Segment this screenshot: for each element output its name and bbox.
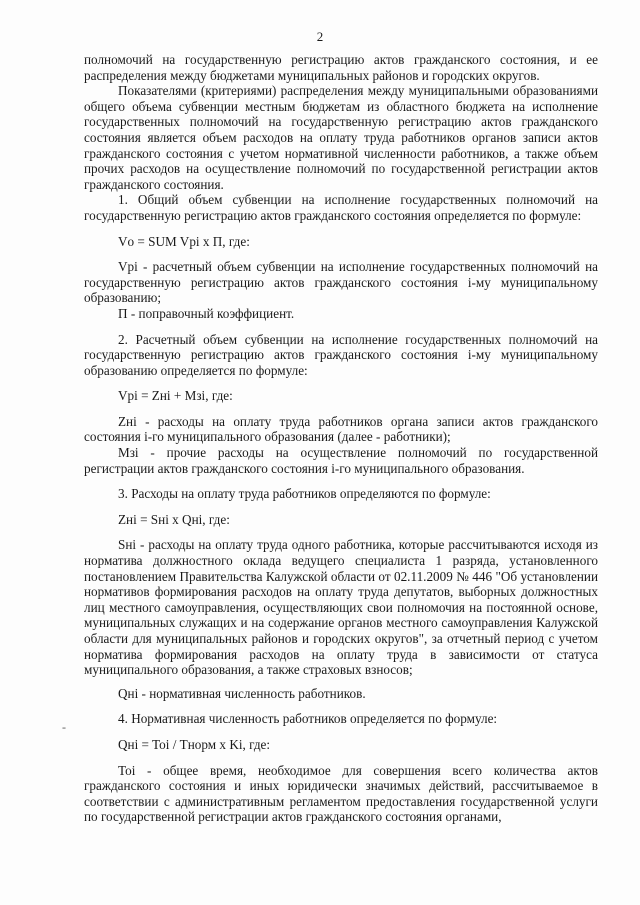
- paragraph-item-4: 4. Нормативная численность работников определяется по формуле:: [118, 711, 498, 727]
- formula-vpi: Vpi = Zнi + Мзi, где:: [118, 388, 233, 404]
- document-body: [84, 52, 598, 825]
- formula-vo: Vо = SUM Vpi x П, где:: [118, 233, 250, 249]
- paragraph-item-1: 1. Общий объем субвенции на исполнение государственных полномочий на государственную регистрацию актов гражданского состояния определяется по формуле:: [84, 192, 598, 223]
- definition-sni: Sнi - расходы на оплату труда одного работника, которые рассчитываются исходя из норматива должностного оклада ведущего специалиста 1 разряда, установленного постановлением Правительства Калужской области от 02.11.2009 № 446 "Об установлении нормативов формирования расходов на оплату труда депутатов, выборных должностных лиц местного самоуправления, осуществляющих свои полномочия на постоянной основе, муниципальных служащих и на содержание органов местного самоуправления Калужской области для муниципальных районов и городских округов", за отчетный период с учетом норматива формирования расходов на оплату труда в зависимости от статуса муниципального образования, а также страховых взносов;: [84, 537, 598, 678]
- definition-vpi: Vpi - расчетный объем субвенции на исполнение государственных полномочий на государственную регистрацию актов гражданского состояния i-му муниципальному образованию;: [84, 259, 598, 306]
- paragraph-item-3: 3. Расходы на оплату труда работников определяются по формуле:: [118, 486, 491, 502]
- formula-zni: Zнi = Sнi x Qнi, где:: [118, 511, 230, 527]
- paragraph-continuation: полномочий на государственную регистрацию актов гражданского состояния, и ее распределения между бюджетами муниципальных районов и городских округов.: [84, 52, 598, 83]
- definition-p: П - поправочный коэффициент.: [118, 305, 295, 321]
- definition-zni: Zнi - расходы на оплату труда работников органа записи актов гражданского состояния i-го муниципального образования (далее - работники);: [84, 413, 598, 445]
- margin-mark: -: [62, 720, 66, 734]
- definition-mzi: Мзi - прочие расходы на осуществление полномочий по государственной регистрации актов гражданского состояния i-го муниципального образования.: [84, 445, 598, 476]
- page-number: 2: [316, 29, 324, 44]
- definition-qni: Qнi - нормативная численность работников.: [118, 685, 366, 701]
- paragraph-criteria: Показателями (критериями) распределения между муниципальными образованиями общего объема субвенции местным бюджетам из областного бюджета на исполнение государственных полномочий на государственную регистрацию актов гражданского состояния является объем расходов на оплату труда работников органов записи актов гражданского состояния с учетом нормативной численности работников, а также объем прочих расходов на осуществление полномочий по государственной регистрации актов гражданского состояния.: [84, 83, 598, 192]
- definition-toi: Toi - общее время, необходимое для совершения всего количества актов гражданского состояния и иных юридически значимых действий, рассчитываемое в соответствии с административным регламентом предоставления государственной услуги по государственной регистрации актов гражданского состояния органами,: [84, 762, 598, 825]
- formula-qni: Qнi = Toi / Тнорм x Ki, где:: [118, 736, 271, 752]
- paragraph-item-2: 2. Расчетный объем субвенции на исполнение государственных полномочий на государственную регистрацию актов гражданского состояния i-му муниципальному образованию определяется по формуле:: [84, 331, 598, 378]
